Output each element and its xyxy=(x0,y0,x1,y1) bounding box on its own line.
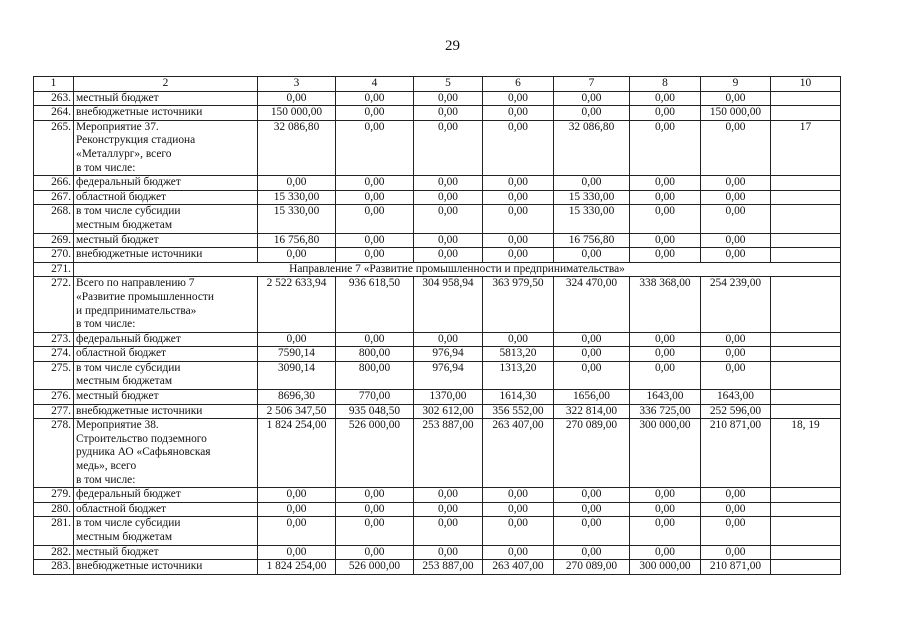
amount-cell: 0,00 xyxy=(554,517,630,545)
col-header: 3 xyxy=(258,77,336,92)
amount-cell: 5813,20 xyxy=(483,347,554,362)
amount-cell: 0,00 xyxy=(336,233,414,248)
col-header: 4 xyxy=(336,77,414,92)
table-row xyxy=(34,120,841,175)
amount-cell: 0,00 xyxy=(414,248,483,263)
amount-cell: 935 048,50 xyxy=(336,404,414,419)
amount-cell: 0,00 xyxy=(414,106,483,121)
amount-cell: 302 612,00 xyxy=(414,404,483,419)
row-index: 283. xyxy=(34,560,74,575)
amount-cell: 0,00 xyxy=(630,190,701,205)
amount-cell: 0,00 xyxy=(630,545,701,560)
row-label: в том числе субсидии местным бюджетам xyxy=(74,517,258,545)
amount-cell: 0,00 xyxy=(483,545,554,560)
amount-cell: 0,00 xyxy=(630,176,701,191)
amount-cell: 0,00 xyxy=(336,488,414,503)
amount-cell: 0,00 xyxy=(630,91,701,106)
amount-cell: 0,00 xyxy=(336,205,414,233)
amount-cell: 210 871,00 xyxy=(701,419,771,488)
amount-cell: 263 407,00 xyxy=(483,560,554,575)
amount-cell: 0,00 xyxy=(554,502,630,517)
amount-cell: 16 756,80 xyxy=(258,233,336,248)
amount-cell: 150 000,00 xyxy=(701,106,771,121)
table-row xyxy=(34,248,841,263)
amount-cell: 800,00 xyxy=(336,361,414,389)
row-index: 273. xyxy=(34,332,74,347)
amount-cell: 0,00 xyxy=(554,545,630,560)
amount-cell: 15 330,00 xyxy=(554,190,630,205)
amount-cell: 0,00 xyxy=(258,517,336,545)
amount-cell: 0,00 xyxy=(336,332,414,347)
amount-cell: 0,00 xyxy=(630,361,701,389)
row-label: местный бюджет xyxy=(74,91,258,106)
amount-cell: 0,00 xyxy=(554,361,630,389)
amount-cell: 0,00 xyxy=(483,488,554,503)
col-header: 8 xyxy=(630,77,701,92)
amount-cell: 15 330,00 xyxy=(554,205,630,233)
section-title: Направление 7 «Развитие промышленности и предпринимательства» xyxy=(74,262,841,277)
amount-cell: 270 089,00 xyxy=(554,419,630,488)
amount-cell: 2 506 347,50 xyxy=(258,404,336,419)
amount-cell: 0,00 xyxy=(258,91,336,106)
row-index: 276. xyxy=(34,390,74,405)
row-index: 279. xyxy=(34,488,74,503)
amount-cell: 0,00 xyxy=(336,91,414,106)
table-row xyxy=(34,205,841,233)
amount-cell: 0,00 xyxy=(701,120,771,175)
row-label: внебюджетные источники xyxy=(74,106,258,121)
amount-cell: 0,00 xyxy=(483,233,554,248)
row-index: 281. xyxy=(34,517,74,545)
row-index: 266. xyxy=(34,176,74,191)
amount-cell: 0,00 xyxy=(414,502,483,517)
row-label: в том числе субсидии местным бюджетам xyxy=(74,361,258,389)
amount-cell: 300 000,00 xyxy=(630,560,701,575)
row-label: федеральный бюджет xyxy=(74,176,258,191)
amount-cell: 0,00 xyxy=(630,488,701,503)
row-index: 280. xyxy=(34,502,74,517)
amount-cell: 356 552,00 xyxy=(483,404,554,419)
amount-cell: 336 725,00 xyxy=(630,404,701,419)
reference-cell xyxy=(771,404,841,419)
amount-cell: 0,00 xyxy=(701,233,771,248)
amount-cell: 0,00 xyxy=(336,248,414,263)
row-index: 278. xyxy=(34,419,74,488)
col-header: 1 xyxy=(34,77,74,92)
amount-cell: 0,00 xyxy=(336,176,414,191)
reference-cell xyxy=(771,233,841,248)
amount-cell: 304 958,94 xyxy=(414,277,483,332)
amount-cell: 0,00 xyxy=(414,190,483,205)
amount-cell: 1 824 254,00 xyxy=(258,419,336,488)
amount-cell: 0,00 xyxy=(483,517,554,545)
amount-cell: 0,00 xyxy=(414,120,483,175)
amount-cell: 0,00 xyxy=(554,91,630,106)
col-header: 5 xyxy=(414,77,483,92)
amount-cell: 322 814,00 xyxy=(554,404,630,419)
reference-cell xyxy=(771,517,841,545)
amount-cell: 0,00 xyxy=(336,545,414,560)
amount-cell: 0,00 xyxy=(483,502,554,517)
amount-cell: 0,00 xyxy=(483,176,554,191)
row-index: 265. xyxy=(34,120,74,175)
reference-cell xyxy=(771,560,841,575)
section-row xyxy=(34,262,841,277)
amount-cell: 0,00 xyxy=(701,361,771,389)
row-index: 277. xyxy=(34,404,74,419)
amount-cell: 263 407,00 xyxy=(483,419,554,488)
row-label: федеральный бюджет xyxy=(74,488,258,503)
row-index: 271. xyxy=(34,262,74,277)
table-row xyxy=(34,190,841,205)
reference-cell xyxy=(771,488,841,503)
row-index: 269. xyxy=(34,233,74,248)
amount-cell: 0,00 xyxy=(414,91,483,106)
amount-cell: 0,00 xyxy=(414,545,483,560)
col-header: 6 xyxy=(483,77,554,92)
table-row xyxy=(34,560,841,575)
amount-cell: 0,00 xyxy=(630,205,701,233)
table-row xyxy=(34,419,841,488)
row-index: 272. xyxy=(34,277,74,332)
amount-cell: 0,00 xyxy=(701,205,771,233)
amount-cell: 32 086,80 xyxy=(554,120,630,175)
amount-cell: 150 000,00 xyxy=(258,106,336,121)
col-header: 2 xyxy=(74,77,258,92)
col-header: 9 xyxy=(701,77,771,92)
col-header: 10 xyxy=(771,77,841,92)
amount-cell: 976,94 xyxy=(414,361,483,389)
table-row xyxy=(34,361,841,389)
reference-cell xyxy=(771,248,841,263)
row-index: 282. xyxy=(34,545,74,560)
amount-cell: 526 000,00 xyxy=(336,419,414,488)
table-row xyxy=(34,176,841,191)
amount-cell: 0,00 xyxy=(701,488,771,503)
reference-cell xyxy=(771,91,841,106)
amount-cell: 0,00 xyxy=(483,91,554,106)
amount-cell: 0,00 xyxy=(630,106,701,121)
amount-cell: 770,00 xyxy=(336,390,414,405)
amount-cell: 0,00 xyxy=(336,120,414,175)
amount-cell: 0,00 xyxy=(414,233,483,248)
amount-cell: 0,00 xyxy=(336,517,414,545)
row-index: 275. xyxy=(34,361,74,389)
row-label: областной бюджет xyxy=(74,347,258,362)
row-label: Мероприятие 38. Строительство подземного рудника АО «Сафьяновская медь», всего в том числе: xyxy=(74,419,258,488)
amount-cell: 1656,00 xyxy=(554,390,630,405)
table-row xyxy=(34,545,841,560)
amount-cell: 0,00 xyxy=(554,176,630,191)
col-header: 7 xyxy=(554,77,630,92)
amount-cell: 0,00 xyxy=(414,176,483,191)
amount-cell: 2 522 633,94 xyxy=(258,277,336,332)
table-row xyxy=(34,332,841,347)
amount-cell: 0,00 xyxy=(554,248,630,263)
amount-cell: 0,00 xyxy=(554,347,630,362)
amount-cell: 1614,30 xyxy=(483,390,554,405)
amount-cell: 324 470,00 xyxy=(554,277,630,332)
reference-cell xyxy=(771,545,841,560)
reference-cell xyxy=(771,106,841,121)
table-row xyxy=(34,390,841,405)
amount-cell: 0,00 xyxy=(258,176,336,191)
amount-cell: 0,00 xyxy=(701,332,771,347)
amount-cell: 254 239,00 xyxy=(701,277,771,332)
amount-cell: 526 000,00 xyxy=(336,560,414,575)
row-label: внебюджетные источники xyxy=(74,248,258,263)
amount-cell: 0,00 xyxy=(630,332,701,347)
amount-cell: 1313,20 xyxy=(483,361,554,389)
amount-cell: 0,00 xyxy=(483,332,554,347)
row-label: местный бюджет xyxy=(74,233,258,248)
amount-cell: 0,00 xyxy=(701,502,771,517)
amount-cell: 300 000,00 xyxy=(630,419,701,488)
header-row xyxy=(34,77,841,92)
amount-cell: 253 887,00 xyxy=(414,560,483,575)
reference-cell xyxy=(771,277,841,332)
amount-cell: 0,00 xyxy=(701,248,771,263)
amount-cell: 800,00 xyxy=(336,347,414,362)
row-label: внебюджетные источники xyxy=(74,560,258,575)
row-label: местный бюджет xyxy=(74,390,258,405)
amount-cell: 363 979,50 xyxy=(483,277,554,332)
table-body xyxy=(34,77,841,575)
amount-cell: 0,00 xyxy=(630,248,701,263)
amount-cell: 1643,00 xyxy=(630,390,701,405)
amount-cell: 0,00 xyxy=(414,205,483,233)
amount-cell: 0,00 xyxy=(258,488,336,503)
table-row xyxy=(34,91,841,106)
amount-cell: 1370,00 xyxy=(414,390,483,405)
row-label: в том числе субсидии местным бюджетам xyxy=(74,205,258,233)
amount-cell: 0,00 xyxy=(630,517,701,545)
amount-cell: 0,00 xyxy=(336,502,414,517)
amount-cell: 16 756,80 xyxy=(554,233,630,248)
reference-cell xyxy=(771,205,841,233)
row-label: Мероприятие 37. Реконструкция стадиона «Металлург», всего в том числе: xyxy=(74,120,258,175)
row-index: 263. xyxy=(34,91,74,106)
reference-cell xyxy=(771,332,841,347)
amount-cell: 338 368,00 xyxy=(630,277,701,332)
amount-cell: 0,00 xyxy=(258,502,336,517)
amount-cell: 8696,30 xyxy=(258,390,336,405)
amount-cell: 0,00 xyxy=(701,545,771,560)
reference-cell xyxy=(771,190,841,205)
amount-cell: 0,00 xyxy=(630,120,701,175)
reference-cell: 18, 19 xyxy=(771,419,841,488)
row-label: областной бюджет xyxy=(74,190,258,205)
row-label: федеральный бюджет xyxy=(74,332,258,347)
amount-cell: 0,00 xyxy=(336,190,414,205)
row-index: 270. xyxy=(34,248,74,263)
amount-cell: 210 871,00 xyxy=(701,560,771,575)
amount-cell: 0,00 xyxy=(483,106,554,121)
amount-cell: 0,00 xyxy=(258,545,336,560)
reference-cell xyxy=(771,361,841,389)
amount-cell: 0,00 xyxy=(630,347,701,362)
row-label: Всего по направлению 7 «Развитие промышленности и предпринимательства» в том числе: xyxy=(74,277,258,332)
amount-cell: 0,00 xyxy=(483,120,554,175)
row-index: 268. xyxy=(34,205,74,233)
amount-cell: 270 089,00 xyxy=(554,560,630,575)
amount-cell: 0,00 xyxy=(701,91,771,106)
amount-cell: 0,00 xyxy=(483,205,554,233)
amount-cell: 15 330,00 xyxy=(258,205,336,233)
amount-cell: 936 618,50 xyxy=(336,277,414,332)
amount-cell: 0,00 xyxy=(701,176,771,191)
amount-cell: 0,00 xyxy=(414,332,483,347)
reference-cell xyxy=(771,390,841,405)
amount-cell: 0,00 xyxy=(336,106,414,121)
row-index: 274. xyxy=(34,347,74,362)
amount-cell: 0,00 xyxy=(701,517,771,545)
amount-cell: 0,00 xyxy=(258,332,336,347)
amount-cell: 253 887,00 xyxy=(414,419,483,488)
amount-cell: 1643,00 xyxy=(701,390,771,405)
amount-cell: 0,00 xyxy=(701,347,771,362)
amount-cell: 3090,14 xyxy=(258,361,336,389)
row-label: областной бюджет xyxy=(74,502,258,517)
reference-cell xyxy=(771,176,841,191)
amount-cell: 0,00 xyxy=(258,248,336,263)
amount-cell: 7590,14 xyxy=(258,347,336,362)
table-row xyxy=(34,517,841,545)
amount-cell: 252 596,00 xyxy=(701,404,771,419)
amount-cell: 0,00 xyxy=(630,502,701,517)
table-row xyxy=(34,277,841,332)
budget-table xyxy=(33,76,841,575)
table-row xyxy=(34,488,841,503)
amount-cell: 0,00 xyxy=(414,488,483,503)
amount-cell: 0,00 xyxy=(483,190,554,205)
table-row xyxy=(34,404,841,419)
amount-cell: 15 330,00 xyxy=(258,190,336,205)
amount-cell: 0,00 xyxy=(483,248,554,263)
reference-cell xyxy=(771,347,841,362)
amount-cell: 0,00 xyxy=(554,106,630,121)
amount-cell: 0,00 xyxy=(630,233,701,248)
row-index: 264. xyxy=(34,106,74,121)
row-index: 267. xyxy=(34,190,74,205)
table-row xyxy=(34,347,841,362)
row-label: внебюджетные источники xyxy=(74,404,258,419)
amount-cell: 976,94 xyxy=(414,347,483,362)
amount-cell: 1 824 254,00 xyxy=(258,560,336,575)
table-row xyxy=(34,106,841,121)
table-row xyxy=(34,502,841,517)
table-row xyxy=(34,233,841,248)
page-number: 29 xyxy=(445,38,460,54)
reference-cell xyxy=(771,502,841,517)
amount-cell: 0,00 xyxy=(414,517,483,545)
amount-cell: 32 086,80 xyxy=(258,120,336,175)
amount-cell: 0,00 xyxy=(554,332,630,347)
amount-cell: 0,00 xyxy=(554,488,630,503)
amount-cell: 0,00 xyxy=(701,190,771,205)
row-label: местный бюджет xyxy=(74,545,258,560)
reference-cell: 17 xyxy=(771,120,841,175)
